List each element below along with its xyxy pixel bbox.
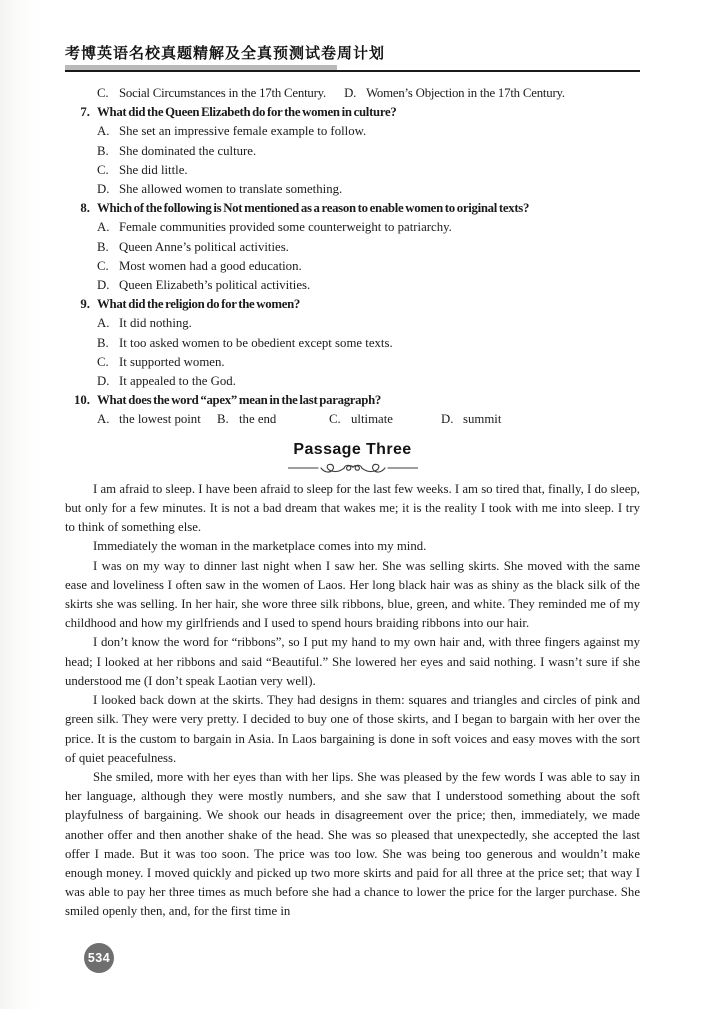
option-text: She did little. bbox=[119, 162, 188, 177]
option-label: D. bbox=[97, 182, 110, 197]
option-label: C. bbox=[329, 412, 341, 427]
passage-paragraph: I looked back down at the skirts. They had designs in them: squares and triangles and circles of pink and green silk. They were very pretty. I decided to buy one of those skirts, and I began to bargain with her over the price. It is the custom to bargain in Asia. In Laos bargaining is done in soft voices and easy moves with the sort of quiet peacefulness. bbox=[65, 693, 640, 765]
question-stem: What does the word “apex” mean in the last paragraph? bbox=[97, 393, 382, 408]
passage-paragraph: Immediately the woman in the marketplace comes into my mind. bbox=[93, 539, 427, 554]
question-stem: What did the Queen Elizabeth do for the women in culture? bbox=[97, 105, 397, 120]
option-row bbox=[97, 122, 640, 141]
option-label: C. bbox=[97, 162, 109, 177]
page-number: 534 bbox=[87, 951, 111, 965]
option-row bbox=[97, 257, 640, 276]
option-text: the end bbox=[239, 412, 277, 427]
option-label: A. bbox=[97, 124, 110, 139]
passage-paragraph: I am afraid to sleep. I have been afraid to sleep for the last few weeks. I am so tired that, finally, I do sleep, but only for a few minutes. It is not a bad dream that wakes me; it is the reality I took with me into sleep. I try to think of something else. bbox=[65, 481, 640, 535]
question-options bbox=[97, 314, 640, 391]
option-row bbox=[97, 142, 640, 161]
option-text: She allowed women to translate something. bbox=[119, 182, 343, 197]
option-row bbox=[97, 314, 640, 333]
option-label: C. bbox=[97, 258, 109, 273]
option-row bbox=[97, 410, 217, 429]
option-text: It supported women. bbox=[119, 354, 225, 369]
option-label: A. bbox=[97, 316, 110, 331]
option-text: Most women had a good education. bbox=[119, 258, 302, 273]
question-stem-line bbox=[65, 295, 640, 314]
option-text: Queen Elizabeth’s political activities. bbox=[119, 278, 311, 293]
question-options bbox=[97, 410, 640, 429]
option-label: C. bbox=[97, 354, 109, 369]
passage-body bbox=[65, 480, 640, 922]
passage-paragraph: I was on my way to dinner last night when I saw her. She was selling skirts. She moved with the same ease and loveliness I often saw in the women of Laos. Her long black hair was as shiny as the black silk of the skirts she was selling. In her hair, she wore three silk ribbons, blue, green, and white. They reminded me of my childhood and how my girlfriends and I used to spend hours braiding ribbons into our hair. bbox=[65, 558, 640, 631]
option-label: D. bbox=[97, 278, 110, 293]
option-text: summit bbox=[463, 412, 502, 427]
option-text: It too asked women to be obedient except some texts. bbox=[119, 335, 393, 350]
page-number-badge bbox=[84, 943, 114, 973]
question-stem: What did the religion do for the women? bbox=[97, 297, 301, 312]
header-title: 考博英语名校真题精解及全真预测试卷周计划 bbox=[65, 45, 386, 62]
option-row bbox=[217, 410, 329, 429]
option-row bbox=[97, 180, 640, 199]
passage-title: Passage Three bbox=[293, 440, 412, 458]
option-text: ultimate bbox=[351, 412, 393, 427]
option-text: It appealed to the God. bbox=[119, 374, 236, 389]
question-7 bbox=[65, 103, 640, 199]
option-text: the lowest point bbox=[119, 412, 201, 427]
page-content bbox=[65, 84, 640, 922]
flourish-divider-icon bbox=[65, 460, 640, 476]
question-9 bbox=[65, 295, 640, 391]
option-row bbox=[329, 410, 441, 429]
option-text: She dominated the culture. bbox=[119, 143, 257, 158]
option-text: It did nothing. bbox=[119, 316, 192, 331]
option-row bbox=[441, 410, 501, 429]
page-header bbox=[65, 42, 640, 74]
header-rule bbox=[65, 65, 640, 74]
option-label: B. bbox=[97, 239, 109, 254]
question-8 bbox=[65, 199, 640, 295]
option-text: Women’s Objection in the 17th Century. bbox=[366, 86, 565, 100]
question-number: 9. bbox=[80, 297, 90, 312]
option-text: Queen Anne’s political activities. bbox=[119, 239, 289, 254]
question-options bbox=[97, 218, 640, 295]
question-stem: Which of the following is Not mentioned as a reason to enable women to original texts? bbox=[97, 201, 530, 216]
option-text: She set an impressive female example to follow. bbox=[119, 124, 367, 139]
option-row bbox=[97, 161, 640, 180]
option-text: Social Circumstances in the 17th Century. bbox=[119, 86, 327, 100]
question-number: 8. bbox=[80, 201, 90, 216]
question-stem-line bbox=[65, 199, 640, 218]
passage-heading bbox=[65, 440, 640, 460]
option-row bbox=[97, 218, 640, 237]
question-options bbox=[97, 122, 640, 199]
option-label: A. bbox=[97, 412, 110, 427]
question-stem-line bbox=[65, 103, 640, 122]
option-label: D. bbox=[97, 374, 110, 389]
carryover-options-row bbox=[65, 84, 640, 103]
option-label: B. bbox=[217, 412, 229, 427]
option-row bbox=[97, 353, 640, 372]
passage-paragraph: I don’t know the word for “ribbons”, so I put my hand to my own hair and, with three fingers against my head; I looked at her ribbons and said “Beautiful.” She lowered her eyes and said nothing. I wasn’t sure if she understood me (I don’t speak Laotian very well). bbox=[65, 635, 640, 688]
option-row bbox=[97, 372, 640, 391]
option-text: Female communities provided some counterweight to patriarchy. bbox=[119, 220, 452, 235]
question-stem-line bbox=[65, 391, 640, 410]
header-rule-line bbox=[65, 70, 640, 72]
question-number: 10. bbox=[74, 393, 90, 408]
passage-paragraph: She smiled, more with her eyes than with her lips. She was pleased by the few words I was able to say in her language, although they were mostly numbers, and she saw that I understood something about the soft playfulness of bargaining. We shook our heads in disagreement over the price; then, immediately, we made another offer and then another shake of the head. She was so pleased that unexpectedly, she accepted the last offer I made. But it was too soon. The price was too low. She was being too generous and wouldn’t make enough money. I moved quickly and picked up two more skirts and paid for all three at the price set; that way I was able to pay her three times as much before she had a chance to lower the price for the larger purchase. She smiled openly then, and, for the first time in bbox=[65, 769, 640, 919]
option-label: B. bbox=[97, 335, 109, 350]
option-label: A. bbox=[97, 220, 110, 235]
question-10 bbox=[65, 391, 640, 429]
option-row bbox=[97, 334, 640, 353]
option-row bbox=[97, 276, 640, 295]
option-label: B. bbox=[97, 143, 109, 158]
option-row bbox=[97, 238, 640, 257]
option-label: D. bbox=[441, 412, 454, 427]
option-label: C. bbox=[97, 86, 109, 100]
question-number: 7. bbox=[80, 105, 90, 120]
option-row bbox=[97, 84, 326, 103]
option-label: D. bbox=[344, 86, 357, 100]
option-row bbox=[344, 84, 565, 103]
